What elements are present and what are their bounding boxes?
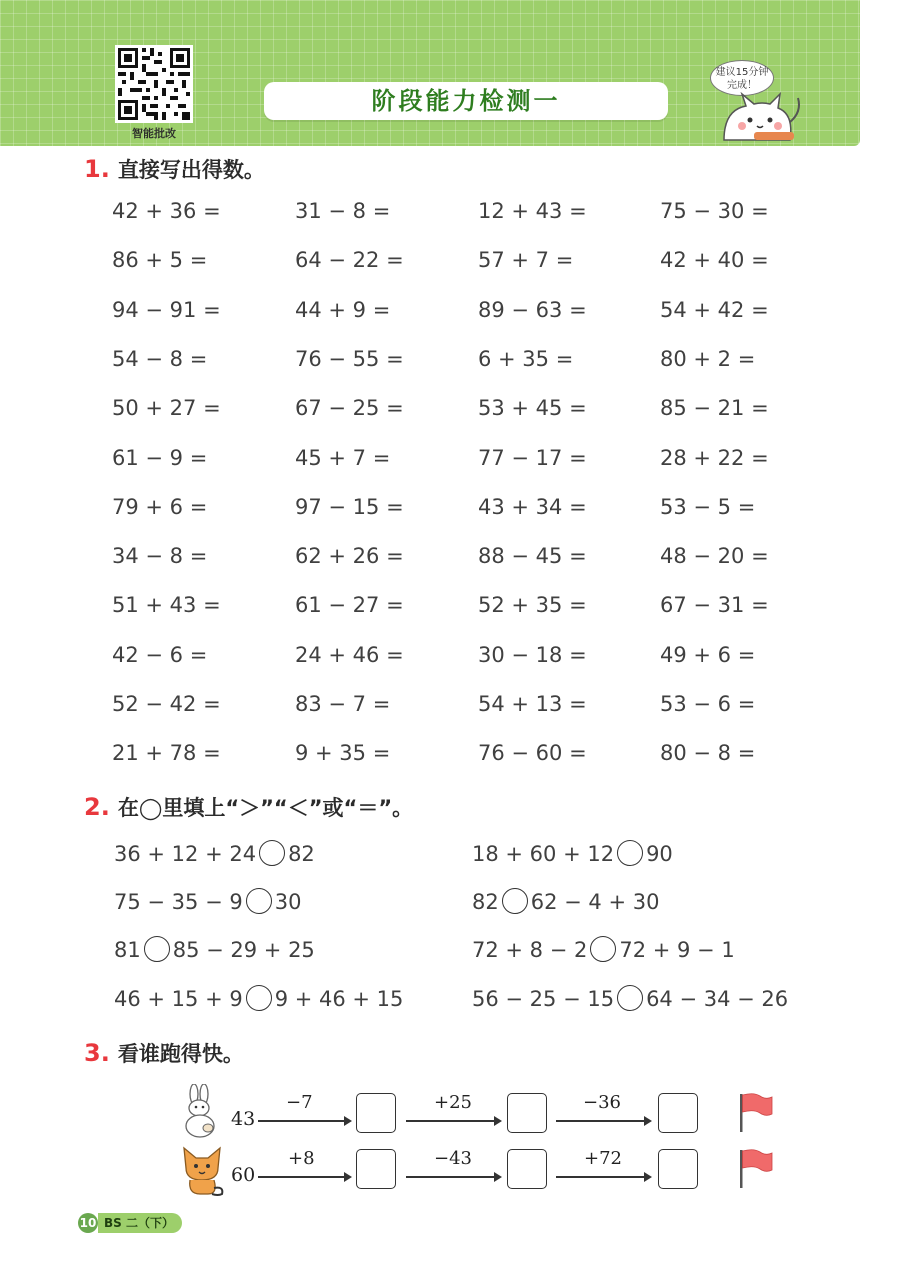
compare-answer-circle[interactable] xyxy=(617,840,643,866)
compare-right: 90 xyxy=(646,842,673,866)
calc-problem: 64 − 22 = xyxy=(295,248,404,272)
compare-answer-circle[interactable] xyxy=(502,888,528,914)
cat-op-2: −43 xyxy=(434,1148,472,1169)
calc-problem: 31 − 8 = xyxy=(295,199,391,223)
section-2-title xyxy=(84,792,413,822)
cat-arrow-1 xyxy=(258,1176,350,1178)
compare-answer-circle[interactable] xyxy=(144,936,170,962)
calc-problem: 67 − 25 = xyxy=(295,396,404,420)
cat-arrow-2 xyxy=(406,1176,500,1178)
calc-problem: 61 − 27 = xyxy=(295,593,404,617)
tip-line-2: 完成！ xyxy=(727,80,757,91)
calc-problem: 48 − 20 = xyxy=(660,544,769,568)
calc-problem: 6 + 35 = xyxy=(478,347,574,371)
compare-right: 85 − 29 + 25 xyxy=(172,938,315,962)
page-number: 10 xyxy=(78,1213,98,1233)
calc-problem: 50 + 27 = xyxy=(112,396,221,420)
section-2-number: 2. xyxy=(84,793,110,821)
calc-problem: 53 + 45 = xyxy=(478,396,587,420)
calc-problem: 83 − 7 = xyxy=(295,692,391,716)
calc-problem: 76 − 55 = xyxy=(295,347,404,371)
footer-label: BS 二（下） xyxy=(98,1213,182,1233)
cat-mascot-icon xyxy=(714,92,804,142)
compare-item xyxy=(114,936,315,962)
calc-problem: 57 + 7 = xyxy=(478,248,574,272)
calc-problem: 97 − 15 = xyxy=(295,495,404,519)
calc-problem: 51 + 43 = xyxy=(112,593,221,617)
tip-line-1: 建议15分钟 xyxy=(715,67,769,78)
calc-problem: 54 + 42 = xyxy=(660,298,769,322)
cat-finish-flag-icon xyxy=(738,1148,774,1188)
compare-answer-circle[interactable] xyxy=(246,985,272,1011)
calc-problem: 9 + 35 = xyxy=(295,741,391,765)
rabbit-answer-box-2[interactable] xyxy=(507,1093,547,1133)
rabbit-finish-flag-icon xyxy=(738,1092,774,1132)
section-3-number: 3. xyxy=(84,1039,110,1067)
calc-problem: 54 − 8 = xyxy=(112,347,208,371)
calc-problem: 88 − 45 = xyxy=(478,544,587,568)
qr-label: 智能批改 xyxy=(132,127,176,140)
calc-problem: 80 − 8 = xyxy=(660,741,756,765)
compare-right: 64 − 34 − 26 xyxy=(646,987,789,1011)
compare-item xyxy=(472,985,788,1011)
calc-problem: 77 − 17 = xyxy=(478,446,587,470)
calc-problem: 76 − 60 = xyxy=(478,741,587,765)
cat-start-number: 60 xyxy=(231,1164,256,1186)
cat-runner-icon xyxy=(178,1144,226,1196)
compare-right: 72 + 9 − 1 xyxy=(619,938,735,962)
calc-problem: 12 + 43 = xyxy=(478,199,587,223)
compare-left: 72 + 8 − 2 xyxy=(472,938,588,962)
calc-problem: 21 + 78 = xyxy=(112,741,221,765)
calc-problem: 53 − 6 = xyxy=(660,692,756,716)
qr-code-icon xyxy=(115,45,193,123)
calc-problem: 44 + 9 = xyxy=(295,298,391,322)
calc-problem: 49 + 6 = xyxy=(660,643,756,667)
compare-right: 30 xyxy=(274,890,302,914)
compare-answer-circle[interactable] xyxy=(259,840,285,866)
calc-problem: 30 − 18 = xyxy=(478,643,587,667)
page-header xyxy=(0,0,860,146)
calc-problem: 34 − 8 = xyxy=(112,544,208,568)
compare-left: 81 xyxy=(114,938,141,962)
compare-item xyxy=(114,840,315,866)
cat-answer-box-2[interactable] xyxy=(507,1149,547,1189)
section-3-title xyxy=(84,1038,244,1068)
compare-item xyxy=(114,985,403,1011)
calc-problem: 42 + 36 = xyxy=(112,199,221,223)
compare-item xyxy=(114,888,301,914)
qr-code[interactable] xyxy=(115,45,193,123)
compare-item xyxy=(472,888,659,914)
compare-answer-circle[interactable] xyxy=(590,936,616,962)
cat-arrow-3 xyxy=(556,1176,650,1178)
compare-left: 18 + 60 + 12 xyxy=(472,842,615,866)
calc-problem: 67 − 31 = xyxy=(660,593,769,617)
calc-problem: 24 + 46 = xyxy=(295,643,404,667)
rabbit-arrow-1 xyxy=(258,1120,350,1122)
calc-problem: 94 − 91 = xyxy=(112,298,221,322)
rabbit-arrow-3 xyxy=(556,1120,650,1122)
calc-problem: 89 − 63 = xyxy=(478,298,587,322)
calc-problem: 80 + 2 = xyxy=(660,347,756,371)
title-bar xyxy=(264,82,668,120)
rabbit-arrow-2 xyxy=(406,1120,500,1122)
calc-problem: 42 − 6 = xyxy=(112,643,208,667)
section-3-text: 看谁跑得快。 xyxy=(117,1042,244,1066)
cat-answer-box-3[interactable] xyxy=(658,1149,698,1189)
compare-answer-circle[interactable] xyxy=(246,888,272,914)
compare-item xyxy=(472,840,673,866)
time-tip-bubble xyxy=(710,60,774,96)
rabbit-op-2: +25 xyxy=(434,1092,472,1113)
cat-op-1: +8 xyxy=(288,1148,315,1169)
section-1-title xyxy=(84,154,265,184)
rabbit-op-1: −7 xyxy=(286,1092,313,1113)
cat-op-3: +72 xyxy=(584,1148,622,1169)
rabbit-answer-box-1[interactable] xyxy=(356,1093,396,1133)
section-1-number: 1. xyxy=(84,155,110,183)
compare-left: 82 xyxy=(472,890,499,914)
rabbit-op-3: −36 xyxy=(583,1092,621,1113)
compare-left: 46 + 15 + 9 xyxy=(114,987,243,1011)
rabbit-start-number: 43 xyxy=(231,1108,256,1130)
compare-item xyxy=(472,936,735,962)
rabbit-icon xyxy=(178,1084,222,1138)
calc-problem: 75 − 30 = xyxy=(660,199,769,223)
calc-problem: 52 − 42 = xyxy=(112,692,221,716)
calc-problem: 28 + 22 = xyxy=(660,446,769,470)
calc-problem: 53 − 5 = xyxy=(660,495,756,519)
compare-left: 56 − 25 − 15 xyxy=(472,987,615,1011)
compare-left: 36 + 12 + 24 xyxy=(114,842,257,866)
calc-problem: 79 + 6 = xyxy=(112,495,208,519)
calc-problem: 52 + 35 = xyxy=(478,593,587,617)
section-1-text: 直接写出得数。 xyxy=(117,158,265,182)
calc-problem: 45 + 7 = xyxy=(295,446,391,470)
rabbit-answer-box-3[interactable] xyxy=(658,1093,698,1133)
page-title: 阶段能力检测一 xyxy=(371,87,561,115)
calc-problem: 42 + 40 = xyxy=(660,248,769,272)
calc-problem: 86 + 5 = xyxy=(112,248,208,272)
section-2-text: 在◯里填上“＞”“＜”或“＝”。 xyxy=(117,796,414,820)
calc-problem: 61 − 9 = xyxy=(112,446,208,470)
compare-answer-circle[interactable] xyxy=(617,985,643,1011)
cat-answer-box-1[interactable] xyxy=(356,1149,396,1189)
compare-right: 62 − 4 + 30 xyxy=(530,890,660,914)
calc-problem: 62 + 26 = xyxy=(295,544,404,568)
compare-left: 75 − 35 − 9 xyxy=(114,890,243,914)
compare-right: 82 xyxy=(288,842,315,866)
calc-problem: 85 − 21 = xyxy=(660,396,769,420)
calc-problem: 43 + 34 = xyxy=(478,495,587,519)
calc-problem: 54 + 13 = xyxy=(478,692,587,716)
compare-right: 9 + 46 + 15 xyxy=(274,987,404,1011)
